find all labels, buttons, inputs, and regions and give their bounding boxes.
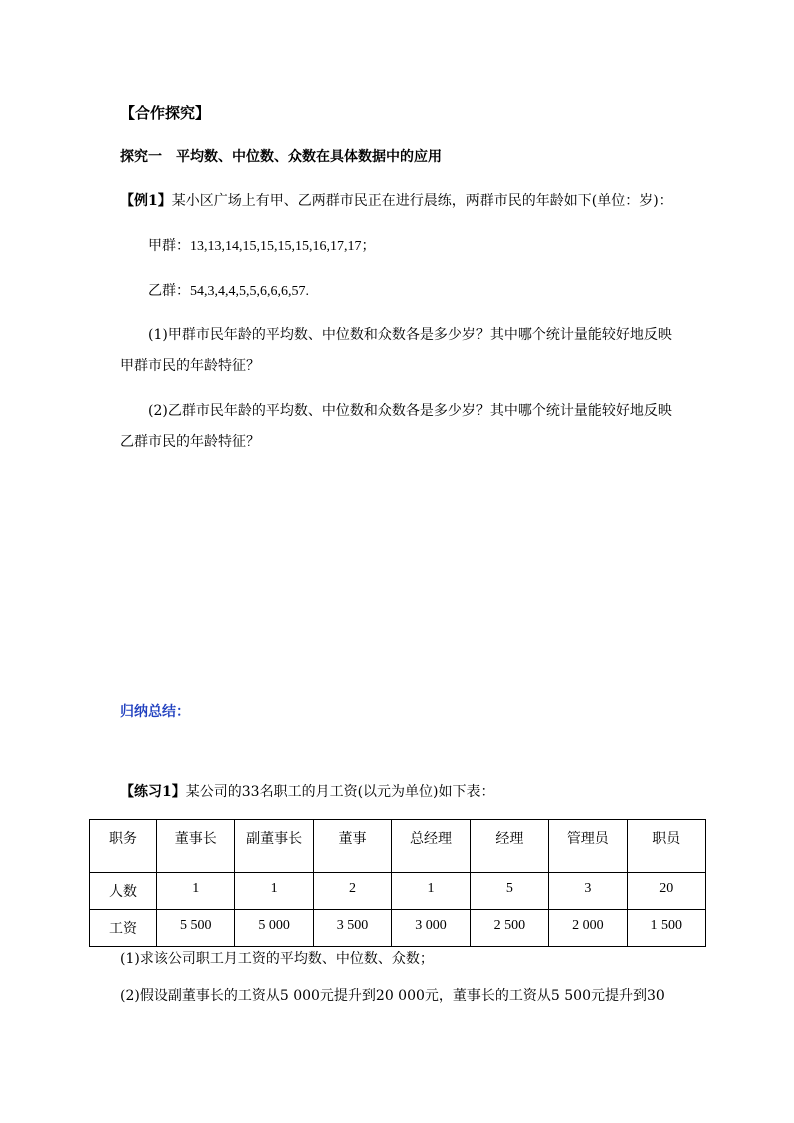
- summary-label: 归纳总结：: [120, 704, 190, 720]
- wage-table: [89, 819, 706, 947]
- table-cell: 职务: [90, 820, 157, 873]
- group-b-line: [148, 282, 309, 301]
- group-a-line: [148, 237, 376, 256]
- table-cell: 总经理: [392, 820, 470, 873]
- group-b-data: 54,3,4,4,5,5,6,6,6,57.: [190, 284, 309, 299]
- question2-line2: 乙群市民的年龄特征？: [120, 434, 260, 450]
- table-cell: 职员: [627, 820, 705, 873]
- question1-line1: (1)甲群市民年龄的平均数、中位数和众数各是多少岁？其中哪个统计量能较好地反映: [148, 327, 672, 343]
- table-cell: 1 500: [627, 910, 705, 947]
- table-cell: 5 500: [157, 910, 235, 947]
- table-cell: 3: [549, 873, 627, 910]
- section-title: 【合作探究】: [120, 104, 211, 122]
- table-cell: 经理: [470, 820, 548, 873]
- table-cell: 管理员: [549, 820, 627, 873]
- question2-line1: (2)乙群市民年龄的平均数、中位数和众数各是多少岁？其中哪个统计量能较好地反映: [148, 403, 672, 419]
- table-row-header: [90, 820, 706, 873]
- example1-label: 【例1】: [120, 193, 172, 209]
- table-cell: 工资: [90, 910, 157, 947]
- table-cell: 2 000: [549, 910, 627, 947]
- exercise1-question1: (1)求该公司职工月工资的平均数、中位数、众数；: [120, 951, 434, 967]
- table-cell: 人数: [90, 873, 157, 910]
- table-cell: 3 000: [392, 910, 470, 947]
- table-cell: 3 500: [313, 910, 391, 947]
- exercise1-text: 某公司的33名职工的月工资(以元为单位)如下表：: [185, 784, 495, 800]
- exercise1-statement: [120, 783, 495, 801]
- table-row-count: [90, 873, 706, 910]
- example1-statement: [120, 192, 673, 210]
- example1-text: 某小区广场上有甲、乙两群市民正在进行晨练，两群市民的年龄如下(单位：岁)：: [171, 193, 673, 209]
- table-cell: 副董事长: [235, 820, 313, 873]
- group-b-label: 乙群：: [148, 283, 190, 299]
- table-cell: 2: [313, 873, 391, 910]
- table-row-wage: [90, 910, 706, 947]
- table-cell: 1: [157, 873, 235, 910]
- table-cell: 1: [235, 873, 313, 910]
- group-a-data: 13,13,14,15,15,15,15,16,17,17；: [190, 239, 376, 254]
- exercise1-question2: (2)假设副董事长的工资从5 000元提升到20 000元，董事长的工资从5 500元提升到30: [120, 988, 665, 1004]
- question1-line2: 甲群市民的年龄特征？: [120, 358, 260, 374]
- group-a-label: 甲群：: [148, 238, 190, 254]
- table-cell: 1: [392, 873, 470, 910]
- table-cell: 董事: [313, 820, 391, 873]
- table-cell: 5: [470, 873, 548, 910]
- table-cell: 2 500: [470, 910, 548, 947]
- table-cell: 董事长: [157, 820, 235, 873]
- exercise1-label: 【练习1】: [120, 784, 186, 800]
- table-cell: 20: [627, 873, 705, 910]
- inquiry-title: 探究一 平均数、中位数、众数在具体数据中的应用: [120, 149, 442, 165]
- table-cell: 5 000: [235, 910, 313, 947]
